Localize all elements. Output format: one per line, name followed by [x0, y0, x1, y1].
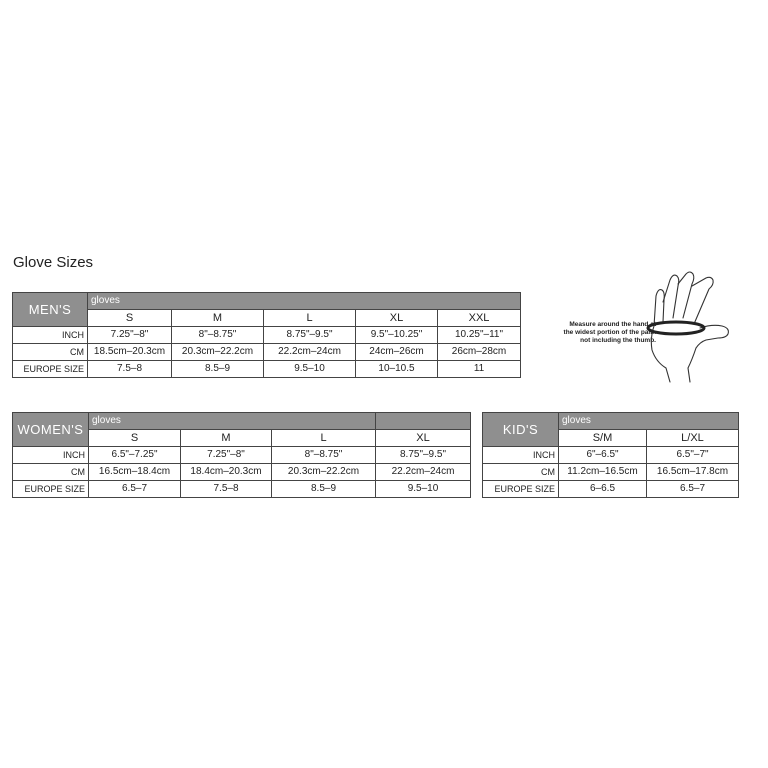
womens-size-table: [12, 412, 471, 498]
row-label: CM: [13, 464, 89, 481]
page-title: Glove Sizes: [13, 254, 94, 271]
table-cell: 8.75"–9.5": [376, 447, 471, 464]
table-cell: 7.25"–8": [181, 447, 272, 464]
table-cell: 6"–6.5": [559, 447, 647, 464]
row-label: INCH: [13, 327, 88, 344]
table-cell: 18.4cm–20.3cm: [181, 464, 272, 481]
table-cell: 22.2cm–24cm: [376, 464, 471, 481]
table-cell: 6.5–7: [647, 481, 739, 498]
table-cell: 8"–8.75": [272, 447, 376, 464]
womens-size-header: S: [89, 430, 181, 447]
mens-size-header: XXL: [438, 310, 521, 327]
table-cell: 6.5"–7.25": [89, 447, 181, 464]
header-spacer: [376, 413, 471, 430]
table-cell: 6.5–7: [89, 481, 181, 498]
table-cell: 8.75"–9.5": [264, 327, 356, 344]
mens-gloves-label: gloves: [88, 293, 521, 310]
table-row: [13, 344, 521, 361]
mens-size-header: M: [172, 310, 264, 327]
table-cell: 6–6.5: [559, 481, 647, 498]
table-cell: 16.5cm–18.4cm: [89, 464, 181, 481]
mens-size-table: [12, 292, 521, 378]
womens-size-header: L: [272, 430, 376, 447]
womens-group-label: WOMEN'S: [13, 413, 89, 447]
measure-note-line: the widest portion of the palm: [563, 329, 656, 336]
table-row: [13, 447, 471, 464]
mens-group-label: MEN'S: [13, 293, 88, 327]
table-cell: 9.5–10: [376, 481, 471, 498]
table-cell: 11.2cm–16.5cm: [559, 464, 647, 481]
mens-size-header: L: [264, 310, 356, 327]
table-cell: 7.25"–8": [88, 327, 172, 344]
row-label: EUROPE SIZE: [483, 481, 559, 498]
table-cell: 20.3cm–22.2cm: [272, 464, 376, 481]
row-label: CM: [483, 464, 559, 481]
row-label: INCH: [13, 447, 89, 464]
table-row: [13, 464, 471, 481]
row-label: EUROPE SIZE: [13, 481, 89, 498]
table-row: [483, 481, 739, 498]
table-cell: 18.5cm–20.3cm: [88, 344, 172, 361]
table-cell: 7.5–8: [181, 481, 272, 498]
table-cell: 16.5cm–17.8cm: [647, 464, 739, 481]
table-cell: 8"–8.75": [172, 327, 264, 344]
table-cell: 10–10.5: [356, 361, 438, 378]
row-label: INCH: [483, 447, 559, 464]
table-row: [483, 464, 739, 481]
table-cell: 20.3cm–22.2cm: [172, 344, 264, 361]
mens-size-header: S: [88, 310, 172, 327]
table-cell: 8.5–9: [172, 361, 264, 378]
table-cell: 11: [438, 361, 521, 378]
row-label: CM: [13, 344, 88, 361]
table-cell: 22.2cm–24cm: [264, 344, 356, 361]
kids-group-label: KID'S: [483, 413, 559, 447]
table-row: [13, 327, 521, 344]
table-cell: 9.5"–10.25": [356, 327, 438, 344]
table-row: [483, 447, 739, 464]
table-cell: 24cm–26cm: [356, 344, 438, 361]
womens-gloves-label: gloves: [89, 413, 376, 430]
kids-size-table: [482, 412, 739, 498]
kids-gloves-label: gloves: [559, 413, 739, 430]
womens-size-header: M: [181, 430, 272, 447]
table-cell: 10.25"–11": [438, 327, 521, 344]
kids-size-header: L/XL: [647, 430, 739, 447]
table-row: [13, 481, 471, 498]
table-row: [13, 361, 521, 378]
table-cell: 8.5–9: [272, 481, 376, 498]
kids-size-header: S/M: [559, 430, 647, 447]
table-cell: 6.5"–7": [647, 447, 739, 464]
hand-measure-icon: [636, 268, 740, 384]
mens-size-header: XL: [356, 310, 438, 327]
measure-note-line: not including the thumb.: [580, 337, 656, 344]
womens-size-header: XL: [376, 430, 471, 447]
row-label: EUROPE SIZE: [13, 361, 88, 378]
table-cell: 9.5–10: [264, 361, 356, 378]
table-cell: 7.5–8: [88, 361, 172, 378]
measure-note-line: Measure around the hand at: [569, 321, 656, 328]
table-cell: 26cm–28cm: [438, 344, 521, 361]
